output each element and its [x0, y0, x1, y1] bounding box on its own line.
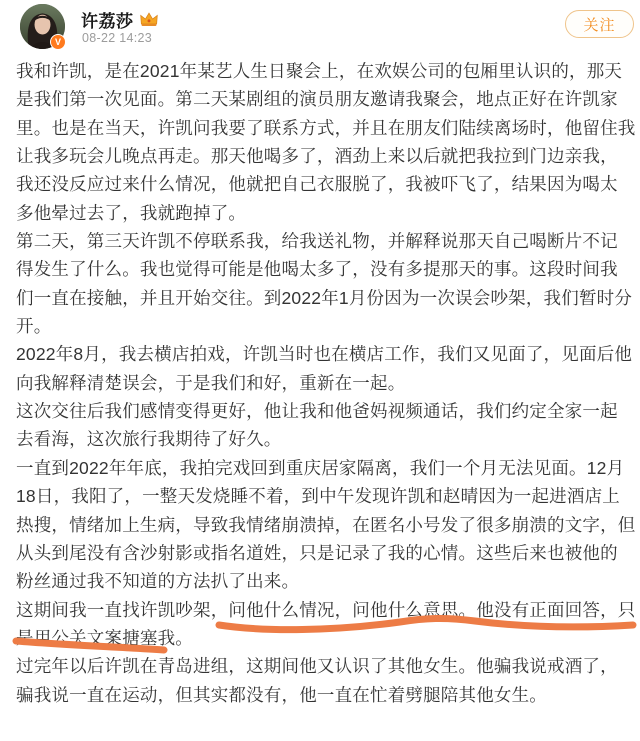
post-text-line: 骗我说一直在运动，但其实都没有，他一直在忙着劈腿陪其他女生。: [16, 684, 547, 705]
post-text-line: 这期间我一直找许凯吵架，问他什么情况，问他什么意思。他没有正面回答，只: [16, 599, 636, 620]
post-text-line: 们一直在接触，并且开始交往。到2022年1月份因为一次误会吵架，我们暂时分: [16, 287, 633, 308]
post-text-line: 2022年8月，我去横店拍戏，许凯当时也在横店工作，我们又见面了，见面后他: [16, 344, 633, 365]
post-text-line: 是我们第一次见面。第二天某剧组的演员朋友邀请我聚会，地点正好在许凯家: [16, 89, 618, 110]
post-text-line: 让我多玩会儿晚点再走。那天他喝多了，酒劲上来以后就把我拉到门边亲我，: [16, 146, 618, 167]
vip-crown-icon: [140, 12, 158, 27]
post-text-line: 18日，我阳了，一整天发烧睡不着，到中午发现许凯和赵晴因为一起进酒店上: [16, 486, 620, 507]
post-text-line: 是用公关文案搪塞我。: [16, 627, 193, 648]
post-text-line: 这次交往后我们感情变得更好，他让我和他爸妈视频通话，我们约定全家一起: [16, 401, 618, 422]
follow-button[interactable]: 关注: [565, 10, 634, 38]
post-text-line: 开。: [16, 316, 52, 337]
post-text-line: 得发生了什么。我也觉得可能是他喝太多了，没有多提那天的事。这段时间我: [16, 259, 618, 280]
post-text-line: 向我解释清楚误会，于是我们和好，重新在一起。: [16, 372, 406, 393]
post-text-line: 里。也是在当天，许凯问我要了联系方式，并且在朋友们陆续离场时，他留住我: [16, 117, 636, 138]
post-text-line: 过完年以后许凯在青岛进组，这期间他又认识了其他女生。他骗我说戒酒了，: [16, 656, 618, 677]
post-text-line: 一直到2022年年底，我拍完戏回到重庆居家隔离，我们一个月无法见面。12月: [16, 457, 625, 478]
post-text-line: 从头到尾没有含沙射影或指名道姓，只是记录了我的心情。这些后来也被他的: [16, 542, 618, 563]
post-text-line: 去看海，这次旅行我期待了好久。: [16, 429, 282, 450]
username-row: [81, 7, 158, 32]
post-text-line: 第二天，第三天许凯不停联系我，给我送礼物，并解释说那天自己喝断片不记: [16, 231, 618, 252]
post-text-line: 我还没反应过来什么情况，他就把自己衣服脱了，我被吓飞了，结果因为喝太: [16, 174, 618, 195]
post-header: [0, 0, 640, 57]
verified-badge-icon: V: [50, 34, 66, 50]
post-text-line: 热搜，情绪加上生病，导致我情绪崩溃掉，在匿名小号发了很多崩溃的文字，但: [16, 514, 636, 535]
post-text-line: 多他晕过去了，我就跑掉了。: [16, 202, 247, 223]
timestamp: 08-22 14:23: [82, 31, 153, 45]
post-text: [16, 57, 636, 709]
username[interactable]: 许荔莎: [81, 12, 134, 31]
post-text-line: 我和许凯，是在2021年某艺人生日聚会上，在欢娱公司的包厢里认识的，那天: [16, 61, 623, 81]
post-text-line: 粉丝通过我不知道的方法扒了出来。: [16, 571, 300, 592]
